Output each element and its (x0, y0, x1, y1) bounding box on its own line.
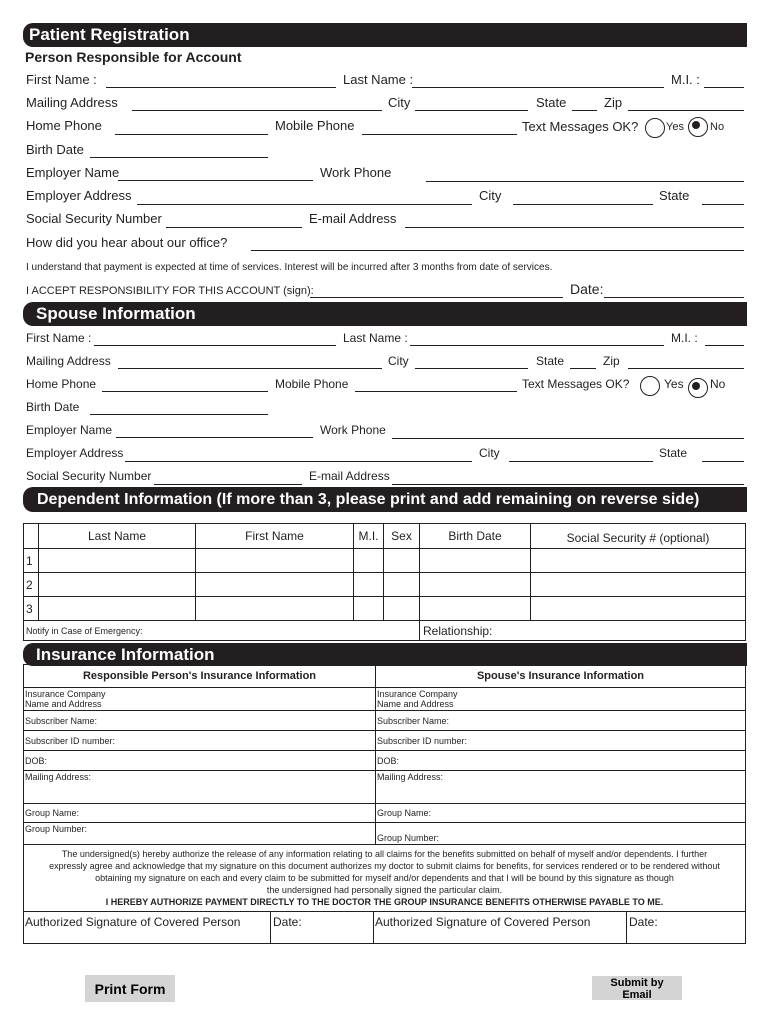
dependent-cell[interactable] (196, 549, 354, 573)
dependent-cell[interactable] (531, 597, 746, 621)
patient-registration-title: Patient Registration (29, 25, 190, 44)
mailing-label: Mailing Address: (25, 772, 92, 782)
spouse-state-label: State (536, 354, 565, 368)
spouse-group-name-cell[interactable] (376, 804, 746, 823)
group-number-label: Group Number: (25, 824, 88, 834)
spouse-information-header (23, 302, 747, 326)
spouse-mobile-phone-label: Mobile Phone (275, 377, 349, 391)
emergency-row (24, 621, 746, 641)
responsible-insurance-company-cell[interactable] (24, 688, 376, 711)
patient-mi-field[interactable] (704, 87, 744, 88)
spouse-insurance-company-cell[interactable] (376, 688, 746, 711)
relationship-label: Relationship: (423, 623, 493, 638)
patient-first-name-field[interactable] (106, 87, 336, 88)
spouse-birth-label: Birth Date (26, 400, 80, 414)
patient-hear-field[interactable] (251, 250, 744, 251)
emergency-contact-cell[interactable] (24, 621, 420, 641)
patient-state-field[interactable] (572, 110, 597, 111)
insurance-mailing-row (24, 771, 746, 804)
group-number-label: Group Number: (377, 833, 440, 843)
spouse-birth-field[interactable] (90, 414, 268, 415)
authorization-text (24, 845, 746, 912)
dependent-col-first-name: First Name (196, 524, 354, 549)
spouse-employer-state-field[interactable] (702, 461, 744, 462)
patient-work-phone-label: Work Phone (320, 165, 392, 180)
insurance-information-header (23, 643, 747, 666)
insurance-col-spouse: Spouse's Insurance Information (376, 665, 746, 688)
spouse-mi-label: M.I. : (671, 331, 698, 345)
spouse-employer-address-label: Employer Address (26, 446, 124, 460)
person-responsible-subheader: Person Responsible for Account (25, 49, 242, 65)
spouse-city-field[interactable] (415, 368, 528, 369)
subscriber-id-label: Subscriber ID number: (25, 735, 116, 746)
patient-text-no-label: No (710, 121, 725, 133)
spouse-subscriber-cell[interactable] (376, 711, 746, 731)
insurance-company-label: Insurance Company (377, 689, 458, 699)
insurance-information-title: Insurance Information (36, 645, 215, 664)
group-name-label: Group Name: (25, 808, 80, 818)
authorization-payment-statement: I HEREBY AUTHORIZE PAYMENT DIRECTLY TO THE DOCTOR THE GROUP INSURANCE BENEFITS OTHERWISE PAYABLE TO ME. (105, 897, 664, 907)
spouse-email-field[interactable] (392, 484, 744, 485)
dependent-information-title: Dependent Information (If more than 3, please print and add remaining on reverse side) (37, 491, 700, 508)
patient-text-ok-label: Text Messages OK? (522, 119, 639, 134)
dependent-cell[interactable] (39, 549, 196, 573)
responsible-signature-cell[interactable] (24, 912, 271, 943)
spouse-employer-city-field[interactable] (509, 461, 653, 462)
responsible-group-name-cell[interactable] (24, 804, 376, 823)
dependent-header-row (24, 524, 746, 549)
dependent-table (23, 523, 746, 641)
emergency-contact-label: Notify in Case of Emergency: (26, 625, 143, 636)
spouse-employer-name-label: Employer Name (26, 423, 113, 437)
patient-employer-city-label: City (479, 188, 502, 203)
payment-note: I understand that payment is expected at time of services. Interest will be incurred after 3 months from date of services. (26, 262, 553, 273)
dependent-cell[interactable] (354, 573, 384, 597)
spouse-mailing-label: Mailing Address (26, 354, 111, 368)
spouse-mi-field[interactable] (705, 345, 744, 346)
spouse-signature-date-cell[interactable] (627, 912, 745, 943)
dependent-row-number: 2 (24, 573, 39, 597)
patient-employer-city-field[interactable] (513, 204, 653, 205)
insurance-company-label: Insurance Company (25, 689, 106, 699)
responsible-signature-label: Authorized Signature of Covered Person (25, 915, 241, 929)
dependent-col-mi: M.I. (354, 524, 384, 549)
responsible-dob-cell[interactable] (24, 751, 376, 771)
dependent-cell[interactable] (384, 549, 420, 573)
insurance-group-number-row (24, 823, 746, 845)
spouse-ssn-label: Social Security Number (26, 469, 152, 483)
print-form-button[interactable]: Print Form (85, 975, 175, 1002)
group-name-label: Group Name: (377, 808, 432, 818)
spouse-last-name-label: Last Name : (343, 331, 408, 345)
accept-signature-field[interactable] (310, 297, 563, 298)
patient-email-label: E-mail Address (309, 211, 397, 226)
authorization-row (24, 845, 746, 912)
spouse-mailing-cell[interactable] (376, 771, 746, 804)
dependent-row (24, 549, 746, 573)
patient-employer-state-label: State (659, 188, 690, 203)
spouse-city-label: City (388, 354, 409, 368)
insurance-company-row (24, 688, 746, 711)
spouse-mailing-field[interactable] (118, 368, 382, 369)
dependent-col-last-name: Last Name (39, 524, 196, 549)
spouse-text-yes-radio[interactable] (640, 376, 660, 396)
insurance-group-name-row (24, 804, 746, 823)
mailing-label: Mailing Address: (377, 772, 444, 782)
dependent-cell[interactable] (420, 597, 531, 621)
patient-city-label: City (388, 95, 411, 110)
responsible-group-number-cell[interactable] (24, 823, 376, 845)
patient-email-field[interactable] (405, 227, 744, 228)
subscriber-label: Subscriber Name: (25, 715, 98, 726)
patient-text-yes-label: Yes (666, 121, 684, 133)
spouse-text-no-label: No (710, 377, 726, 391)
dependent-col-ssn: Social Security # (optional) (531, 524, 746, 549)
spouse-last-name-field[interactable] (410, 345, 664, 346)
insurance-subscriber-row (24, 711, 746, 731)
patient-first-name-label: First Name : (26, 72, 97, 87)
patient-mi-label: M.I. : (671, 72, 700, 87)
dependent-col-sex: Sex (384, 524, 420, 549)
patient-text-no-radio[interactable] (688, 117, 708, 137)
responsible-subscriber-id-cell[interactable] (24, 731, 376, 751)
spouse-subscriber-id-cell[interactable] (376, 731, 746, 751)
patient-employer-address-field[interactable] (137, 204, 472, 205)
patient-work-phone-field[interactable] (426, 181, 744, 182)
dob-label: DOB: (377, 755, 400, 766)
responsible-subscriber-cell[interactable] (24, 711, 376, 731)
spouse-employer-state-label: State (659, 446, 688, 460)
authorization-line-2: expressly agree and acknowledge that my signature on this document authorizes my doctor to submit claims for benefits, for services rendered or to be rendered without (49, 861, 720, 871)
spouse-date-label: Date: (629, 915, 658, 929)
patient-employer-state-field[interactable] (702, 204, 744, 205)
authorization-line-1: The undersigned(s) hereby authorize the release of any information relating to all claims for the benefits submitted on behalf of myself and/or dependents. I further (61, 849, 708, 859)
insurance-company-label-2: Name and Address (25, 699, 102, 709)
dependent-cell[interactable] (354, 549, 384, 573)
authorization-line-3: obtaining my signature on each and every claim to be submitted for myself and/or dependents and that I will be bound by this signature as though (95, 873, 674, 883)
patient-birth-label: Birth Date (26, 142, 84, 157)
patient-home-phone-label: Home Phone (26, 118, 102, 133)
patient-zip-field[interactable] (628, 110, 744, 111)
dependent-index-header (24, 524, 39, 549)
subscriber-label: Subscriber Name: (377, 715, 450, 726)
signature-row (23, 911, 746, 944)
spouse-group-number-cell[interactable] (376, 823, 746, 845)
spouse-first-name-label: First Name : (26, 331, 92, 345)
spouse-mobile-phone-field[interactable] (355, 391, 517, 392)
dependent-cell[interactable] (384, 597, 420, 621)
patient-mailing-label: Mailing Address (26, 95, 118, 110)
patient-last-name-field[interactable] (412, 87, 664, 88)
spouse-state-field[interactable] (570, 368, 596, 369)
dependent-col-birth-date: Birth Date (420, 524, 531, 549)
spouse-first-name-field[interactable] (94, 345, 336, 346)
insurance-company-label-2: Name and Address (377, 699, 454, 709)
dependent-cell[interactable] (420, 549, 531, 573)
insurance-dob-row (24, 751, 746, 771)
dependent-row (24, 573, 746, 597)
spouse-home-phone-label: Home Phone (26, 377, 97, 391)
spouse-information-title: Spouse Information (36, 304, 196, 323)
patient-mailing-field[interactable] (132, 110, 382, 111)
spouse-employer-name-field[interactable] (116, 437, 313, 438)
spouse-text-ok-label: Text Messages OK? (522, 377, 630, 391)
dependent-cell[interactable] (531, 573, 746, 597)
accept-date-label: Date: (570, 281, 604, 297)
patient-registration-header (23, 23, 747, 47)
patient-employer-name-label: Employer Name (26, 165, 120, 180)
dependent-cell[interactable] (531, 549, 746, 573)
insurance-subscriber-id-row (24, 731, 746, 751)
spouse-employer-address-field[interactable] (125, 461, 472, 462)
spouse-signature-cell[interactable] (374, 912, 627, 943)
patient-home-phone-field[interactable] (115, 134, 268, 135)
dob-label: DOB: (25, 755, 48, 766)
dependent-cell[interactable] (39, 597, 196, 621)
insurance-col-responsible: Responsible Person's Insurance Information (24, 665, 376, 688)
patient-employer-name-field[interactable] (118, 180, 313, 181)
responsible-mailing-cell[interactable] (24, 771, 376, 804)
patient-city-field[interactable] (415, 110, 528, 111)
spouse-dob-cell[interactable] (376, 751, 746, 771)
dependent-row-number: 1 (24, 549, 39, 573)
patient-ssn-label: Social Security Number (26, 211, 162, 226)
patient-mobile-phone-field[interactable] (362, 134, 517, 135)
dependent-cell[interactable] (39, 573, 196, 597)
dependent-information-header (23, 487, 747, 512)
accept-responsibility-label: I ACCEPT RESPONSIBILITY FOR THIS ACCOUNT (sign): (26, 285, 314, 297)
spouse-work-phone-label: Work Phone (320, 423, 386, 437)
dependent-cell[interactable] (196, 597, 354, 621)
spouse-text-no-radio[interactable] (688, 378, 708, 398)
patient-last-name-label: Last Name : (343, 72, 414, 87)
spouse-signature-label: Authorized Signature of Covered Person (375, 915, 591, 929)
spouse-zip-field[interactable] (628, 368, 744, 369)
patient-text-yes-radio[interactable] (645, 118, 665, 138)
dependent-cell[interactable] (354, 597, 384, 621)
spouse-work-phone-field[interactable] (392, 438, 744, 439)
authorization-line-4: the undersigned had personally signed the particular claim. (266, 885, 503, 895)
spouse-ssn-field[interactable] (154, 484, 302, 485)
patient-ssn-field[interactable] (166, 227, 302, 228)
responsible-date-label: Date: (273, 915, 302, 929)
patient-state-label: State (536, 95, 567, 110)
patient-mobile-phone-label: Mobile Phone (275, 118, 355, 133)
spouse-employer-city-label: City (479, 446, 500, 460)
insurance-header-row (24, 665, 746, 688)
patient-birth-field[interactable] (90, 157, 268, 158)
dependent-cell[interactable] (384, 573, 420, 597)
spouse-email-label: E-mail Address (309, 469, 390, 483)
responsible-signature-date-cell[interactable] (271, 912, 374, 943)
patient-employer-address-label: Employer Address (26, 188, 132, 203)
patient-zip-label: Zip (604, 95, 623, 110)
accept-date-field[interactable] (604, 297, 744, 298)
dependent-row-number: 3 (24, 597, 39, 621)
submit-by-email-button[interactable]: Submit by Email (592, 976, 682, 1000)
spouse-home-phone-field[interactable] (102, 391, 268, 392)
patient-hear-label: How did you hear about our office? (26, 235, 228, 250)
relationship-cell[interactable] (420, 621, 746, 641)
dependent-row (24, 597, 746, 621)
dependent-cell[interactable] (420, 573, 531, 597)
dependent-cell[interactable] (196, 573, 354, 597)
spouse-zip-label: Zip (603, 354, 620, 368)
spouse-text-yes-label: Yes (664, 377, 684, 391)
subscriber-id-label: Subscriber ID number: (377, 735, 468, 746)
insurance-table (23, 664, 746, 912)
